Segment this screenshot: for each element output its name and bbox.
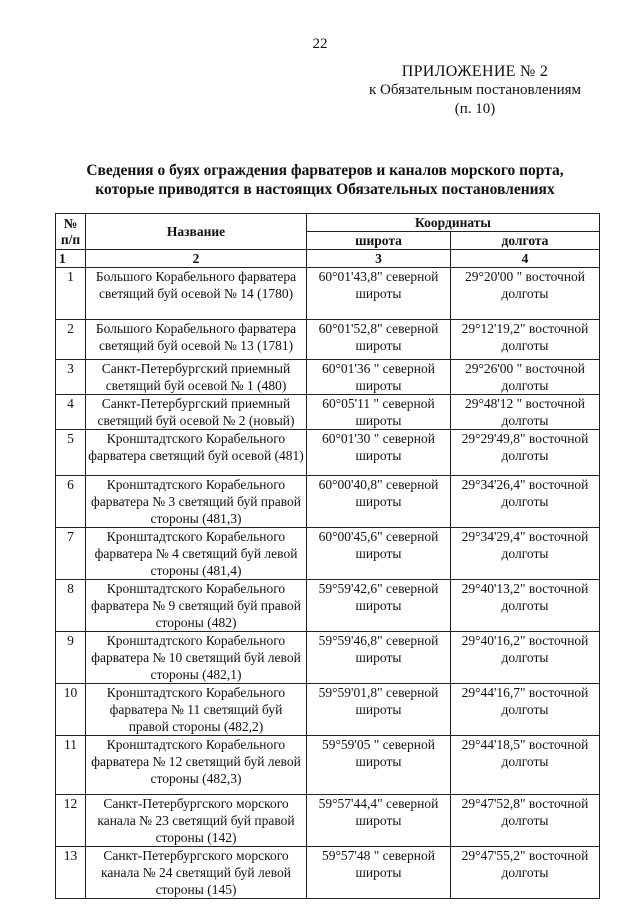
longitude-value: 29°34'29,4" восточной долготы bbox=[451, 528, 600, 580]
table-row bbox=[56, 632, 600, 684]
table-row bbox=[56, 268, 600, 320]
buoy-name: Кронштадтского Корабельного фарватера № 10 светящий буй левой стороны (482,1) bbox=[86, 632, 307, 684]
row-number: 12 bbox=[56, 795, 86, 847]
longitude-value: 29°44'18,5" восточной долготы bbox=[451, 736, 600, 795]
table-row bbox=[56, 684, 600, 736]
latitude-value: 59°57'48 " северной широты bbox=[307, 847, 451, 899]
appendix-title: ПРИЛОЖЕНИЕ № 2 bbox=[401, 63, 549, 80]
latitude-value: 60°00'40,8" северной широты bbox=[307, 476, 451, 528]
buoy-name: Кронштадтского Корабельного фарватера № 3 светящий буй правой стороны (481,3) bbox=[86, 476, 307, 528]
buoy-name: Санкт-Петербургский приемный светящий буй осевой № 2 (новый) bbox=[86, 395, 307, 430]
longitude-value: 29°12'19,2" восточной долготы bbox=[451, 320, 600, 360]
column-number: 2 bbox=[86, 250, 307, 268]
buoy-name: Кронштадтского Корабельного фарватера светящий буй осевой (481) bbox=[86, 430, 307, 476]
header-num: № п/п bbox=[56, 214, 86, 250]
table-row bbox=[56, 528, 600, 580]
latitude-value: 60°00'45,6" северной широты bbox=[307, 528, 451, 580]
longitude-value: 29°20'00 " восточной долготы bbox=[451, 268, 600, 320]
row-number: 2 bbox=[56, 320, 86, 360]
buoy-name: Большого Корабельного фарватера светящий буй осевой № 14 (1780) bbox=[86, 268, 307, 320]
header-latitude: широта bbox=[307, 232, 451, 250]
longitude-value: 29°40'13,2" восточной долготы bbox=[451, 580, 600, 632]
table-row bbox=[56, 580, 600, 632]
latitude-value: 60°01'43,8" северной широты bbox=[307, 268, 451, 320]
buoy-name: Санкт-Петербургского морского канала № 24 светящий буй левой стороны (145) bbox=[86, 847, 307, 899]
row-number: 6 bbox=[56, 476, 86, 528]
appendix-block bbox=[360, 62, 590, 119]
longitude-value: 29°48'12 " восточной долготы bbox=[451, 395, 600, 430]
row-number: 13 bbox=[56, 847, 86, 899]
row-number: 8 bbox=[56, 580, 86, 632]
table-row bbox=[56, 320, 600, 360]
buoy-name: Кронштадтского Корабельного фарватера № 4 светящий буй левой стороны (481,4) bbox=[86, 528, 307, 580]
buoy-name: Кронштадтского Корабельного фарватера № 12 светящий буй левой стороны (482,3) bbox=[86, 736, 307, 795]
latitude-value: 60°01'52,8" северной широты bbox=[307, 320, 451, 360]
latitude-value: 60°01'36 " северной широты bbox=[307, 360, 451, 395]
buoy-name: Большого Корабельного фарватера светящий буй осевой № 13 (1781) bbox=[86, 320, 307, 360]
row-number: 9 bbox=[56, 632, 86, 684]
latitude-value: 60°05'11 " северной широты bbox=[307, 395, 451, 430]
buoy-name: Санкт-Петербургского морского канала № 23 светящий буй правой стороны (142) bbox=[86, 795, 307, 847]
row-number: 5 bbox=[56, 430, 86, 476]
table-row bbox=[56, 395, 600, 430]
latitude-value: 59°57'44,4" северной широты bbox=[307, 795, 451, 847]
header-name: Название bbox=[86, 214, 307, 250]
header-longitude: долгота bbox=[451, 232, 600, 250]
column-number: 1 bbox=[56, 250, 86, 268]
row-number: 4 bbox=[56, 395, 86, 430]
latitude-value: 59°59'01,8" северной широты bbox=[307, 684, 451, 736]
row-number: 10 bbox=[56, 684, 86, 736]
table-row bbox=[56, 476, 600, 528]
table-body bbox=[56, 268, 600, 899]
longitude-value: 29°47'52,8" восточной долготы bbox=[451, 795, 600, 847]
buoy-name: Кронштадтского Корабельного фарватера № 9 светящий буй правой стороны (482) bbox=[86, 580, 307, 632]
document-title: Сведения о буях ограждения фарватеров и каналов морского порта, которые приводятся в настоящих Обязательных постановлениях bbox=[86, 162, 564, 198]
column-number: 3 bbox=[307, 250, 451, 268]
longitude-value: 29°44'16,7" восточной долготы bbox=[451, 684, 600, 736]
latitude-value: 59°59'46,8" северной широты bbox=[307, 632, 451, 684]
appendix-paragraph: (п. 10) bbox=[454, 101, 496, 117]
table-row bbox=[56, 360, 600, 395]
table-row bbox=[56, 430, 600, 476]
row-number: 3 bbox=[56, 360, 86, 395]
buoy-name: Кронштадтского Корабельного фарватера № 11 светящий буй правой стороны (482,2) bbox=[86, 684, 307, 736]
row-number: 1 bbox=[56, 268, 86, 320]
longitude-value: 29°26'00 " восточной долготы bbox=[451, 360, 600, 395]
table-row bbox=[56, 795, 600, 847]
longitude-value: 29°47'55,2" восточной долготы bbox=[451, 847, 600, 899]
page-number: 22 bbox=[312, 36, 328, 52]
row-number: 11 bbox=[56, 736, 86, 795]
longitude-value: 29°29'49,8" восточной долготы bbox=[451, 430, 600, 476]
latitude-value: 59°59'05 " северной широты bbox=[307, 736, 451, 795]
header-coordinates: Координаты bbox=[307, 214, 600, 232]
latitude-value: 60°01'30 " северной широты bbox=[307, 430, 451, 476]
row-number: 7 bbox=[56, 528, 86, 580]
column-number: 4 bbox=[451, 250, 600, 268]
table-row bbox=[56, 736, 600, 795]
longitude-value: 29°40'16,2" восточной долготы bbox=[451, 632, 600, 684]
longitude-value: 29°34'26,4" восточной долготы bbox=[451, 476, 600, 528]
table-row bbox=[56, 847, 600, 899]
appendix-reference: к Обязательным постановлениям bbox=[368, 82, 582, 98]
buoy-name: Санкт-Петербургский приемный светящий буй осевой № 1 (480) bbox=[86, 360, 307, 395]
latitude-value: 59°59'42,6" северной широты bbox=[307, 580, 451, 632]
buoys-table bbox=[55, 213, 600, 899]
